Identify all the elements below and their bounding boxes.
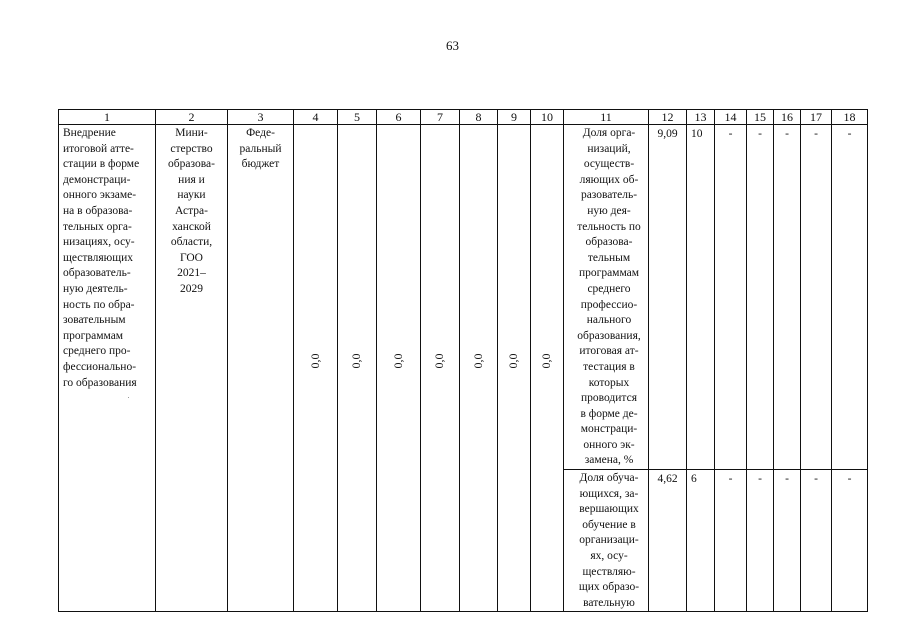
column-number-10: 10 (531, 110, 564, 125)
column-number-8: 8 (460, 110, 498, 125)
amount-value: 0,0 (539, 353, 554, 369)
column-number-18: 18 (832, 110, 868, 125)
funding-source-cell (228, 125, 294, 612)
indicator-value-12: 9,09 (649, 125, 687, 470)
amount-cell-5 (338, 125, 377, 612)
indicator-value-17: - (801, 470, 832, 612)
column-number-6: 6 (377, 110, 421, 125)
column-number-15: 15 (747, 110, 774, 125)
indicator-value-15: - (747, 125, 774, 470)
indicator-value-16: - (774, 470, 801, 612)
table-row (59, 125, 868, 470)
amount-cell-8 (460, 125, 498, 612)
column-number-9: 9 (498, 110, 531, 125)
column-number-17: 17 (801, 110, 832, 125)
amount-cell-4 (294, 125, 338, 612)
column-number-11: 11 (564, 110, 649, 125)
amount-cell-6 (377, 125, 421, 612)
column-number-2: 2 (156, 110, 228, 125)
activity-text: Внедрение итоговой атте- стации в форме демонстраци- онного экзаме- на в образова- тельных орга- низациях, осу- ществляющих образователь- ную деятель- ность по обра- зовательным программам среднего про- фессионально- го образования (63, 127, 140, 389)
column-number-7: 7 (421, 110, 460, 125)
funding-source-text: Феде- ральный бюджет (239, 127, 282, 171)
budget-table (58, 109, 868, 612)
indicator-value-13: 10 (687, 125, 715, 470)
amount-cell-9 (498, 125, 531, 612)
amount-value: 0,0 (470, 353, 485, 369)
indicator-value-17: - (801, 125, 832, 470)
amount-value: 0,0 (307, 353, 322, 369)
indicator-value-15: - (747, 470, 774, 612)
amount-value: 0,0 (349, 353, 364, 369)
amount-value: 0,0 (432, 353, 447, 369)
column-number-4: 4 (294, 110, 338, 125)
activity-cell (59, 125, 156, 612)
amount-cell-10 (531, 125, 564, 612)
scan-speck (128, 397, 129, 398)
column-number-1: 1 (59, 110, 156, 125)
page-number: 63 (446, 38, 459, 53)
indicator-value-18: - (832, 470, 868, 612)
indicator-value-13: 6 (687, 470, 715, 612)
column-number-12: 12 (649, 110, 687, 125)
indicator-name-cell (564, 470, 649, 612)
column-number-3: 3 (228, 110, 294, 125)
indicator-value-18: - (832, 125, 868, 470)
indicator-value-14: - (715, 125, 747, 470)
executor-cell (156, 125, 228, 612)
indicator-name: Доля обуча- ющихся, за- вершающих обучение в организаци- ях, осу- ществляю- щих образо- вательную (578, 472, 640, 609)
column-number-14: 14 (715, 110, 747, 125)
indicator-value-16: - (774, 125, 801, 470)
column-number-5: 5 (338, 110, 377, 125)
indicator-name-cell (564, 125, 649, 470)
amount-value: 0,0 (390, 353, 405, 369)
column-number-13: 13 (687, 110, 715, 125)
amount-value: 0,0 (506, 353, 521, 369)
amount-cell-7 (421, 125, 460, 612)
table-header-row (59, 110, 868, 125)
executor-text: Мини- стерство образова- ния и науки Астра- ханской области, ГОО 2021– 2029 (168, 127, 215, 295)
indicator-name: Доля орга- низаций, осуществ- ляющих об- разователь- ную дея- тельность по образова- тельным программам среднего профессио- нального образования, итоговая ат- тестация в которых проводится в форме де- монстраци- онного эк- замена, % (577, 127, 641, 467)
indicator-value-14: - (715, 470, 747, 612)
indicator-value-12: 4,62 (649, 470, 687, 612)
column-number-16: 16 (774, 110, 801, 125)
